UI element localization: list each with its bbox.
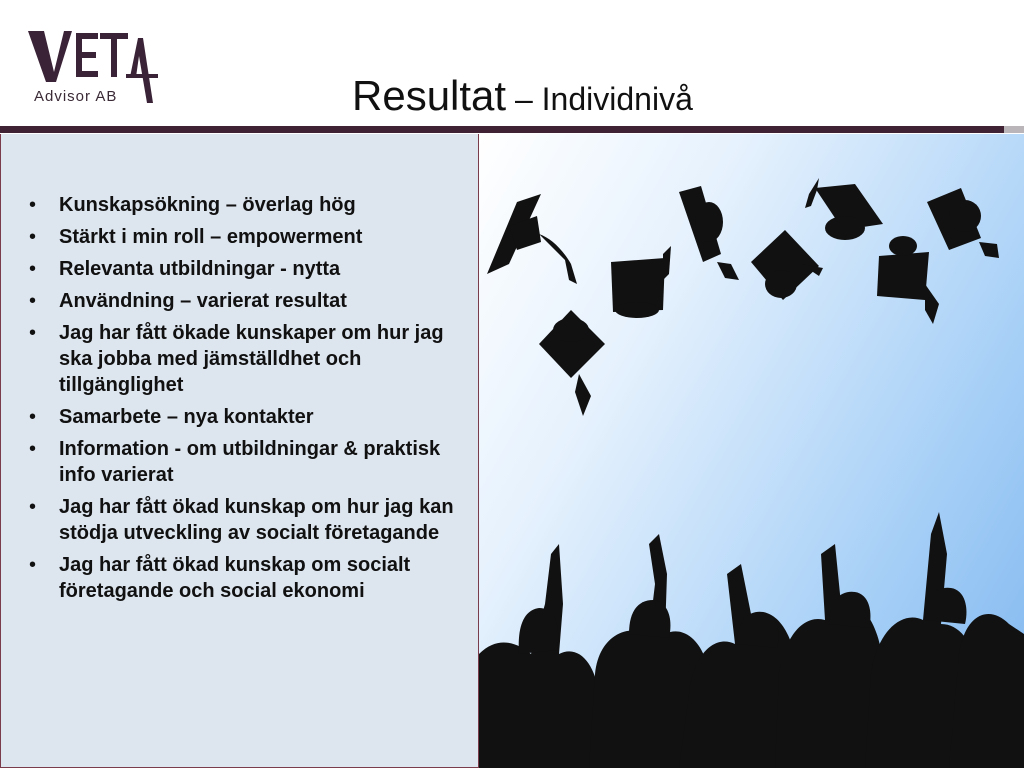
title-divider-end [1004, 126, 1024, 133]
graduation-cap-icon [487, 194, 577, 284]
title-sub: Individnivå [541, 81, 693, 117]
company-logo [26, 28, 166, 108]
bullet-text: Information - om utbildningar & praktisk info varierat [59, 438, 441, 486]
bullet-item [29, 404, 468, 430]
bullet-icon: • [29, 226, 37, 248]
bullet-item [29, 224, 468, 250]
crowd-silhouette [479, 512, 1024, 768]
graduation-illustration [479, 134, 1024, 768]
logo-subtitle: Advisor AB [34, 88, 118, 105]
bullet-text: Jag har fått ökad kunskap om socialt företagande och social ekonomi [59, 554, 411, 602]
bullet-text: Kunskapsökning – överlag hög [59, 194, 356, 216]
bullet-icon: • [29, 554, 37, 576]
bullet-item [29, 552, 468, 604]
graduation-cap-icon [611, 246, 671, 318]
slide-title [352, 72, 693, 120]
bullet-item [29, 494, 468, 546]
graduation-scene [479, 134, 1024, 768]
bullet-panel [0, 134, 479, 768]
bullet-text: Användning – varierat resultat [59, 290, 347, 312]
bullet-item [29, 192, 468, 218]
bullet-icon: • [29, 194, 37, 216]
bullet-item [29, 288, 468, 314]
bullet-icon: • [29, 438, 37, 460]
bullet-icon: • [29, 496, 37, 518]
bullet-text: Relevanta utbildningar - nytta [59, 258, 341, 280]
bullet-text: Jag har fått ökad kunskap om hur jag kan stödja utveckling av socialt företagande [59, 496, 454, 544]
bullet-icon: • [29, 406, 37, 428]
graduation-cap-icon [877, 236, 939, 324]
bullet-text: Samarbete – nya kontakter [59, 406, 314, 428]
bullet-item [29, 256, 468, 282]
title-divider-bar [0, 126, 1004, 133]
bullet-item [29, 436, 468, 488]
bullet-icon: • [29, 322, 37, 344]
graduation-cap-icon [927, 188, 999, 258]
bullet-text: Jag har fått ökade kunskaper om hur jag ska jobba med jämställdhet och tillgänglighet [59, 322, 444, 396]
title-main: Resultat [352, 72, 507, 119]
bullet-list [1, 134, 478, 604]
graduation-cap-icon [539, 310, 605, 416]
bullet-icon: • [29, 258, 37, 280]
graduation-cap-icon [679, 186, 739, 280]
graduation-cap-icon [805, 178, 883, 240]
bullet-icon: • [29, 290, 37, 312]
graduation-cap-icon [751, 230, 823, 300]
title-dash: – [506, 81, 542, 117]
bullet-text: Stärkt i min roll – empowerment [59, 226, 363, 248]
bullet-item [29, 320, 468, 398]
